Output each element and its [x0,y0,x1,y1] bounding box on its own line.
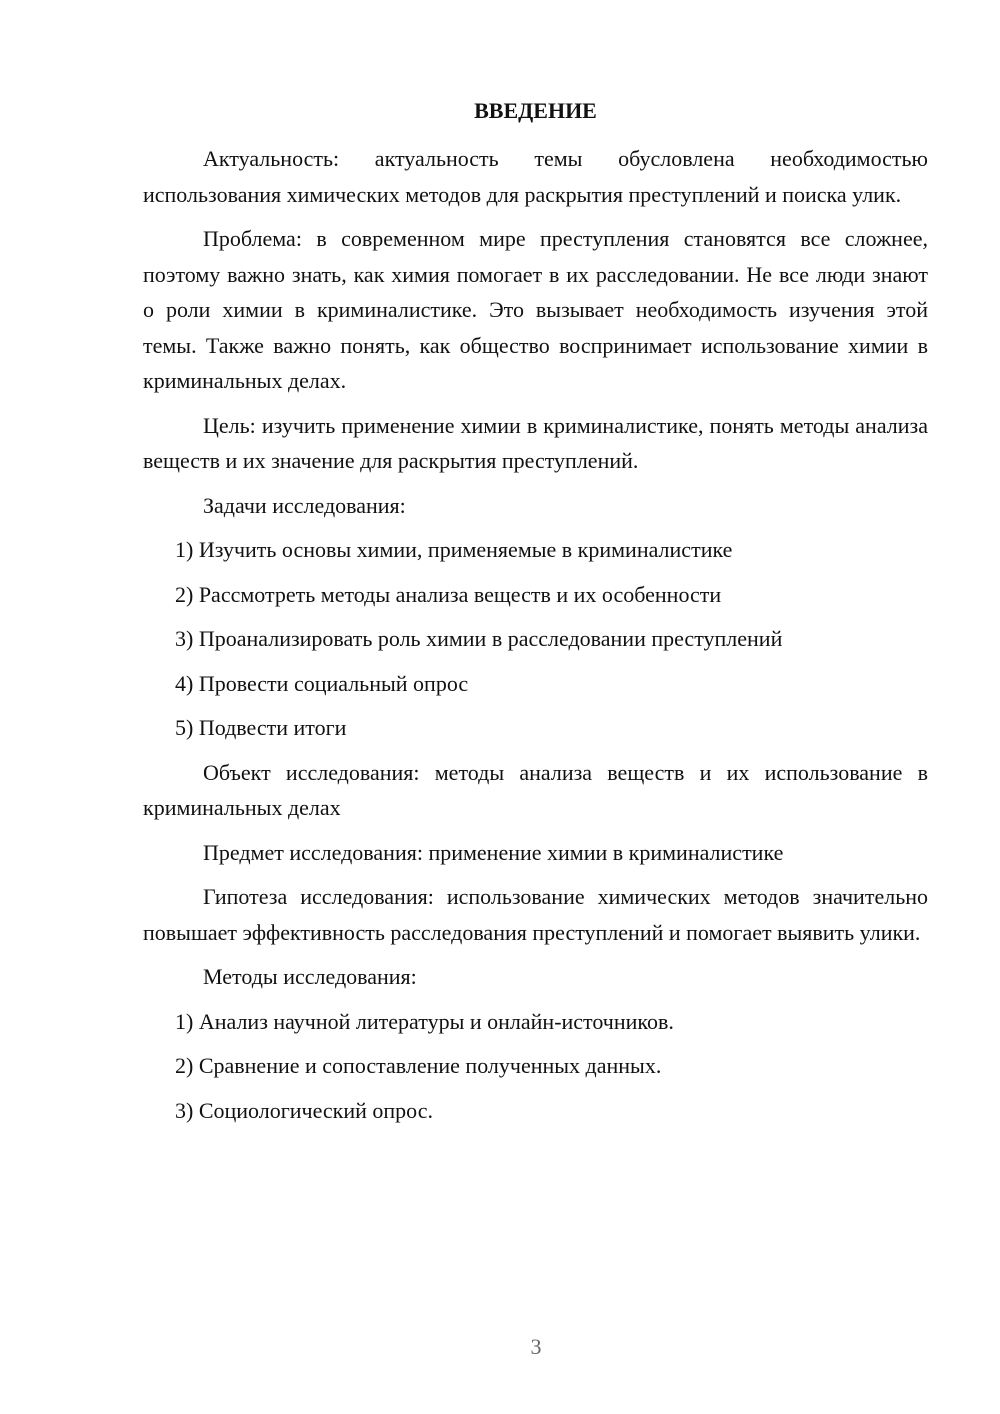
method-item: 1) Анализ научной литературы и онлайн-источников. [175,1008,674,1034]
methods-title: Методы исследования: [203,964,417,989]
method-item: 3) Социологический опрос. [175,1097,433,1123]
method-item: 2) Сравнение и сопоставление полученных данных. [175,1053,662,1078]
task-item: 5) Подвести итоги [175,715,347,740]
task-item: 1) Изучить основы химии, применяемые в криминалистике [175,537,733,562]
task-item: 2) Рассмотреть методы анализа веществ и их особенности [175,581,722,607]
page-number: 3 [530,1334,542,1359]
problem-paragraph: Проблема: в современном мире преступления становятся все сложнее, поэтому важно знать, как химия помогает в их расследовании. Не все люди знают о роли химии в криминалистике. Это вызывает необходимость изучения этой темы. Также важно понять, как общество воспринимает использование химии в криминальных делах. [143,226,928,393]
task-item: 3) Проанализировать роль химии в расследовании преступлений [175,626,783,651]
section-heading: ВВЕДЕНИЕ [474,98,597,123]
object-paragraph: Объект исследования: методы анализа веществ и их использование в криминальных делах [143,759,928,820]
subject-paragraph: Предмет исследования: применение химии в криминалистике [203,839,784,865]
tasks-title: Задачи исследования: [203,492,406,518]
task-item: 4) Провести социальный опрос [175,670,469,696]
hypothesis-paragraph: Гипотеза исследования: использование химических методов значительно повышает эффективность расследования преступлений и помогает выявить улики. [143,884,928,945]
goal-paragraph: Цель: изучить применение химии в криминалистике, понять методы анализа веществ и их значение для раскрытия преступлений. [143,412,928,473]
document-body [143,94,928,1128]
relevance-paragraph: Актуальность: актуальность темы обусловлена необходимостью использования химических методов для раскрытия преступлений и поиска улик. [143,146,928,207]
